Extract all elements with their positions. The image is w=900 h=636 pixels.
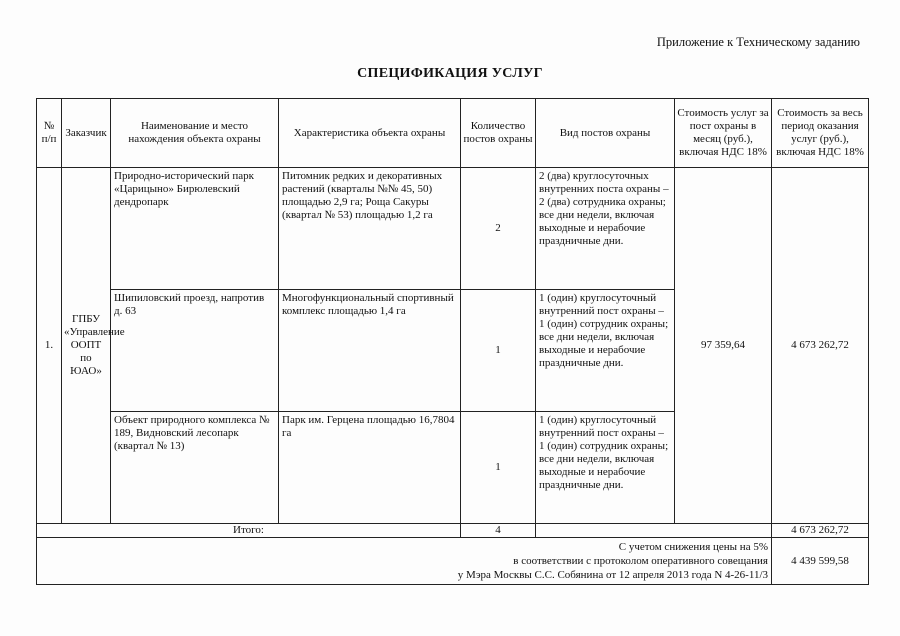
row-number: 1. [37, 168, 62, 524]
object-characteristic: Питомник редких и декоративных растений (кварталы №№ 45, 50) площадью 2,9 га; Роща Сакуры (квартал № 53) площадью 1,2 га [279, 168, 461, 290]
col-header-post-type: Вид постов охраны [536, 99, 675, 168]
cost-month: 97 359,64 [675, 168, 772, 524]
discount-amount: 4 439 599,58 [772, 538, 869, 585]
col-header-customer: Заказчик [62, 99, 111, 168]
object-name: Объект природного комплекса № 189, Видновский лесопарк (квартал № 13) [111, 412, 279, 524]
page-title: СПЕЦИФИКАЦИЯ УСЛУГ [357, 66, 543, 81]
posts-count: 1 [461, 412, 536, 524]
totals-posts: 4 [461, 524, 536, 538]
col-header-cost-month: Стоимость услуг за пост охраны в месяц (руб.), включая НДС 18% [675, 99, 772, 168]
post-type: 2 (два) круглосуточных внутренних поста охраны – 2 (два) сотрудника охраны; все дни недели, включая выходные и нерабочие праздничные дни. [536, 168, 675, 290]
posts-count: 2 [461, 168, 536, 290]
discount-line-3: у Мэра Москвы С.С. Собянина от 12 апреля 2013 года N 4-26-11/3 [457, 569, 768, 581]
col-header-name: Наименование и место нахождения объекта охраны [111, 99, 279, 168]
totals-amount: 4 673 262,72 [772, 524, 869, 538]
object-name: Природно-исторический парк «Царицыно» Бирюлевский дендропарк [111, 168, 279, 290]
discount-text [37, 538, 772, 585]
discount-line-1: С учетом снижения цены на 5% [618, 541, 768, 553]
specification-table [36, 98, 869, 585]
discount-line-2: в соответствии с протоколом оперативного совещания [513, 555, 768, 567]
col-header-num: № п/п [37, 99, 62, 168]
totals-empty [536, 524, 772, 538]
discount-row [37, 538, 869, 585]
totals-row [37, 524, 869, 538]
col-header-characteristic: Характеристика объекта охраны [279, 99, 461, 168]
cost-total: 4 673 262,72 [772, 168, 869, 524]
col-header-posts-count: Количество постов охраны [461, 99, 536, 168]
posts-count: 1 [461, 290, 536, 412]
post-type: 1 (один) круглосуточный внутренний пост охраны – 1 (один) сотрудник охраны; все дни недели, включая выходные и нерабочие праздничные дни. [536, 290, 675, 412]
customer-cell: ГПБУ «Управление ООПТ по ЮАО» [62, 168, 111, 524]
table-header-row [37, 99, 869, 168]
post-type: 1 (один) круглосуточный внутренний пост охраны – 1 (один) сотрудник охраны; все дни недели, включая выходные и нерабочие праздничные дни. [536, 412, 675, 524]
col-header-cost-total: Стоимость за весь период оказания услуг (руб.), включая НДС 18% [772, 99, 869, 168]
object-characteristic: Парк им. Герцена площадью 16,7804 га [279, 412, 461, 524]
totals-label: Итого: [37, 524, 461, 538]
object-name: Шипиловский проезд, напротив д. 63 [111, 290, 279, 412]
table-row [37, 168, 869, 290]
object-characteristic: Многофункциональный спортивный комплекс площадью 1,4 га [279, 290, 461, 412]
appendix-caption: Приложение к Техническому заданию [656, 35, 860, 49]
